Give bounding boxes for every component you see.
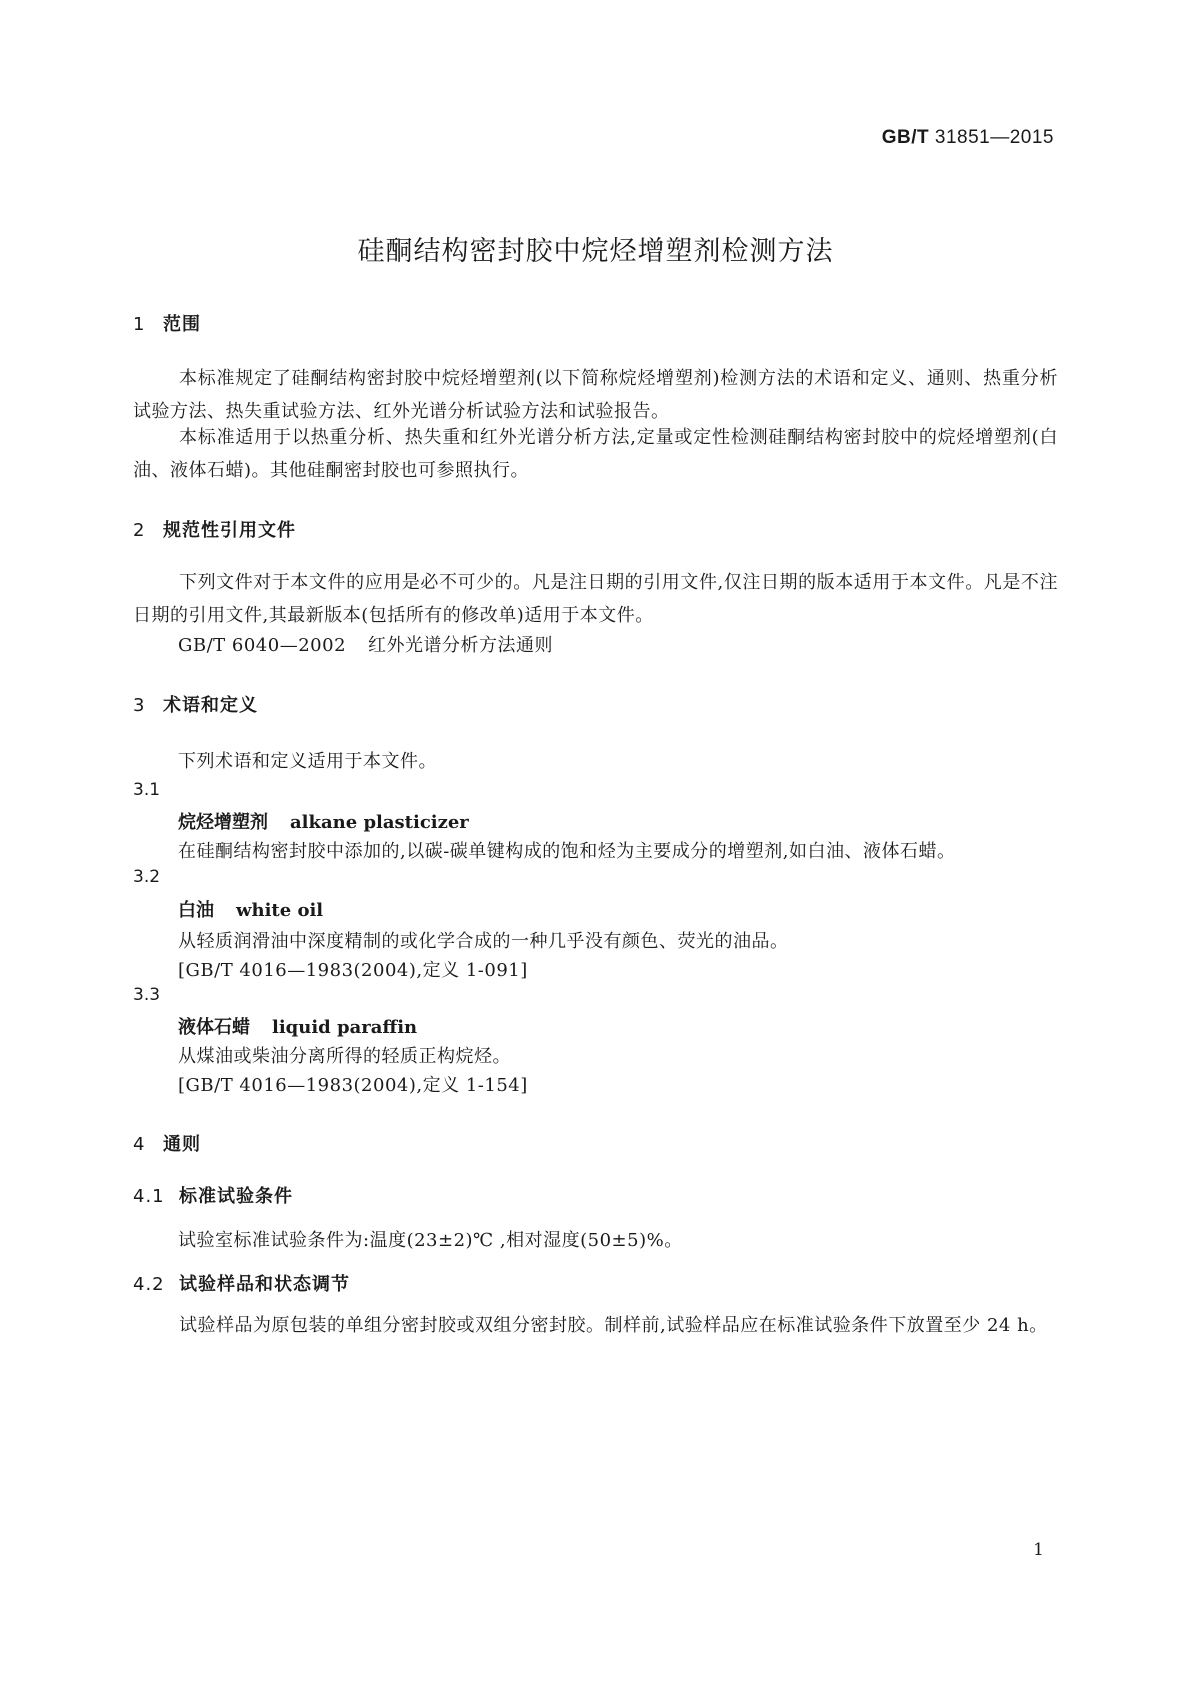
section-number: 4 (133, 1134, 146, 1155)
section-number: 2 (133, 520, 146, 541)
section-number: 3 (133, 695, 146, 716)
section-4-2-heading (133, 1270, 350, 1296)
section-2-heading (133, 516, 296, 542)
terms-intro: 下列术语和定义适用于本文件。 (178, 751, 437, 772)
section-title: 术语和定义 (163, 695, 258, 716)
reference-code: GB/T 6040—2002 (178, 635, 347, 656)
scope-paragraph-2: 本标准适用于以热重分析、热失重和红外光谱分析方法,定量或定性检测硅酮结构密封胶中的烷烃增塑剂(白油、液体石蜡)。其他硅酮密封胶也可参照执行。 (133, 427, 1058, 481)
subsection-title: 标准试验条件 (179, 1186, 293, 1207)
section-4-heading (133, 1130, 201, 1156)
term-3-3-source: [GB/T 4016—1983(2004),定义 1-154] (178, 1075, 528, 1096)
document-title: 硅酮结构密封胶中烷烃增塑剂检测方法 (357, 236, 834, 267)
subsection-title: 试验样品和状态调节 (179, 1274, 350, 1295)
term-3-3-title (178, 1013, 417, 1039)
section-title: 范围 (163, 314, 201, 335)
term-3-2-source: [GB/T 4016—1983(2004),定义 1-091] (178, 960, 528, 981)
section-1-heading (133, 310, 201, 336)
term-chinese: 液体石蜡 (178, 1017, 250, 1038)
term-3-2-number: 3.2 (133, 867, 161, 887)
section-title: 规范性引用文件 (163, 520, 296, 541)
term-3-2-definition: 从轻质润滑油中深度精制的或化学合成的一种几乎没有颜色、荧光的油品。 (178, 931, 789, 952)
term-english: liquid paraffin (272, 1017, 418, 1038)
section-3-heading (133, 691, 258, 717)
term-3-3-number: 3.3 (133, 985, 161, 1005)
page-number: 1 (1033, 1540, 1044, 1560)
reference-title: 红外光谱分析方法通则 (368, 635, 553, 656)
term-english: white oil (236, 900, 324, 921)
scope-paragraph-1: 本标准规定了硅酮结构密封胶中烷烃增塑剂(以下简称烷烃增塑剂)检测方法的术语和定义、通则、热重分析试验方法、热失重试验方法、红外光谱分析试验方法和试验报告。 (133, 368, 1058, 422)
section-4-1-heading (133, 1182, 293, 1208)
subsection-number: 4.2 (133, 1274, 165, 1295)
subsection-number: 4.1 (133, 1186, 165, 1207)
term-chinese: 烷烃增塑剂 (178, 812, 268, 833)
standard-number (882, 127, 1054, 149)
term-3-2-title (178, 896, 323, 922)
standard-code: 31851—2015 (934, 127, 1054, 148)
standard-prefix: GB/T (881, 127, 930, 148)
sample-conditioning-paragraph: 试验样品为原包装的单组分密封胶或双组分密封胶。制样前,试验样品应在标准试验条件下放置至少 24 h。 (179, 1315, 1048, 1336)
term-3-1-definition: 在硅酮结构密封胶中添加的,以碳-碳单键构成的饱和烃为主要成分的增塑剂,如白油、液体石蜡。 (178, 841, 956, 862)
term-3-1-number: 3.1 (133, 780, 161, 800)
term-chinese: 白油 (178, 900, 214, 921)
term-3-1-title (178, 808, 469, 834)
reference-entry (178, 631, 553, 657)
section-number: 1 (133, 314, 146, 335)
term-3-3-definition: 从煤油或柴油分离所得的轻质正构烷烃。 (178, 1046, 511, 1067)
section-title: 通则 (163, 1134, 201, 1155)
standard-test-conditions-text: 试验室标准试验条件为:温度(23±2)℃ ,相对湿度(50±5)%。 (178, 1230, 683, 1251)
normative-references-paragraph: 下列文件对于本文件的应用是必不可少的。凡是注日期的引用文件,仅注日期的版本适用于本文件。凡是不注日期的引用文件,其最新版本(包括所有的修改单)适用于本文件。 (133, 572, 1058, 626)
term-english: alkane plasticizer (290, 812, 469, 833)
